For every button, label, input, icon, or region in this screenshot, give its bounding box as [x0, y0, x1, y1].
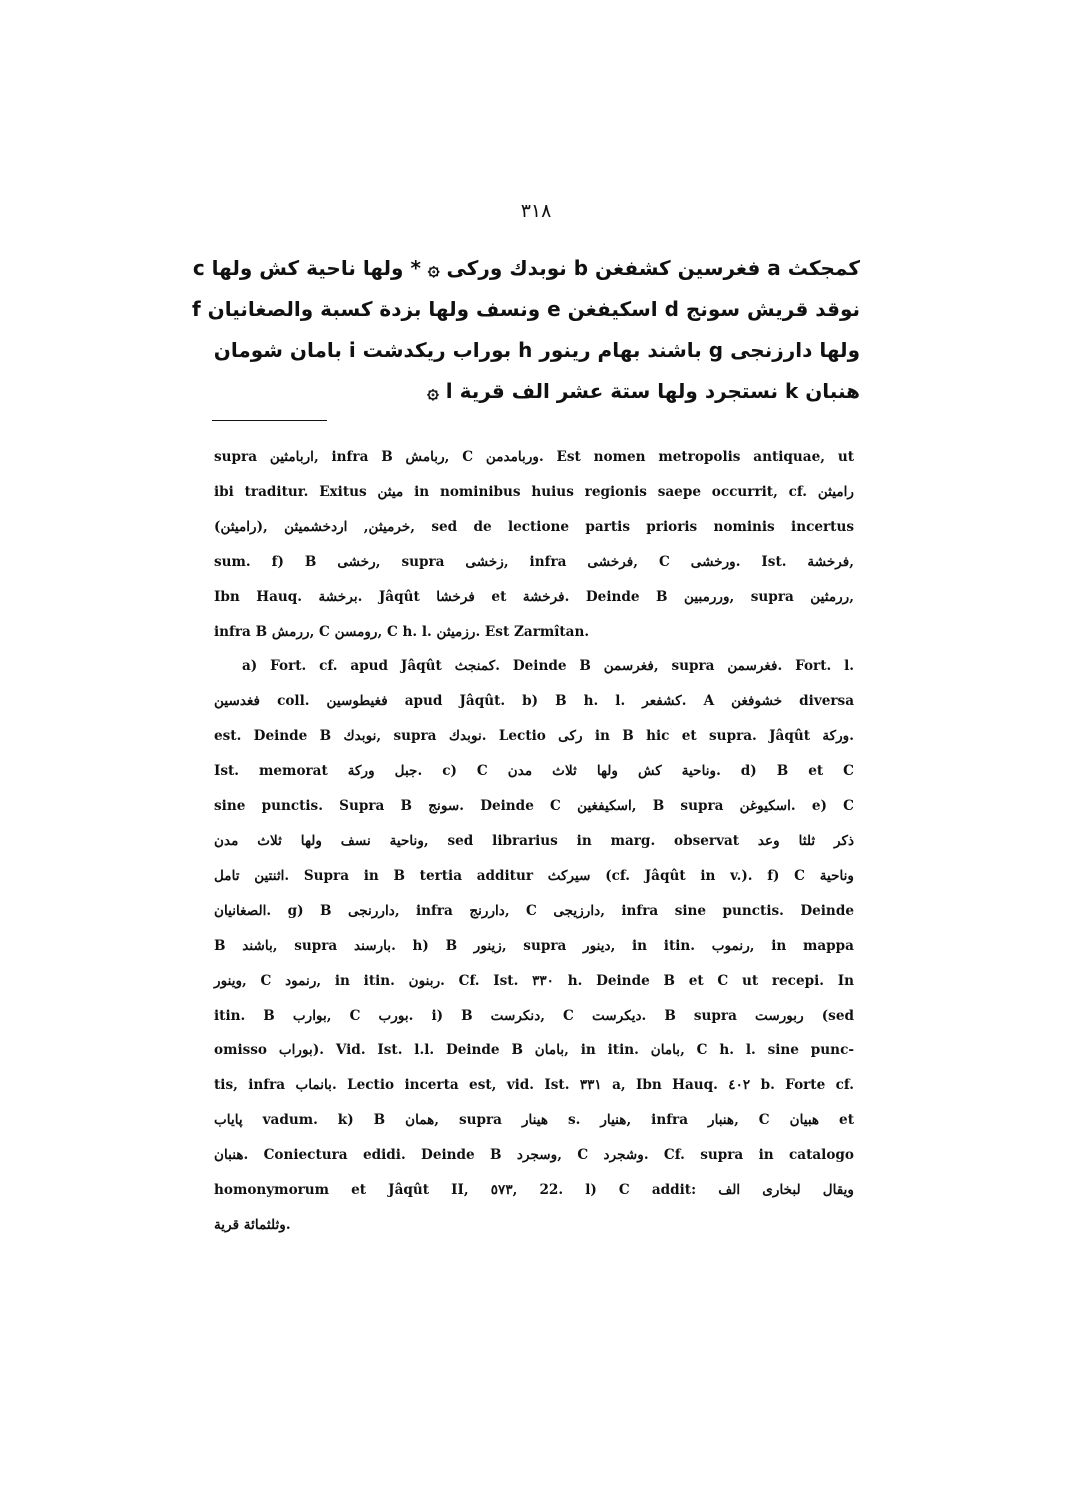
arabic-main-text [192, 248, 860, 412]
footnote-line: supra اربامثين, infra B ربامش, C وربامدمن. Est nomen metropolis antiquae, ut [214, 449, 854, 465]
footnote-line: tis, infra بانماب. Lectio incerta est, vid. Ist. ٣٣١ a, Ibn Hauq. ٤٠٢ b. Forte cf. [214, 1077, 854, 1094]
footnote-line: (راميثن), خرميثن, اردخشميثن, sed de lectione partis prioris nominis incertus [214, 518, 854, 535]
footnote-line: ibi traditur. Exitus ميثن in nominibus huius regionis saepe occurrit, cf. راميثن [214, 483, 854, 500]
footnote-line: اثنتين تامل. Supra in B tertia additur سيركث (cf. Jâqût in v.). f) C وناحية [214, 867, 854, 884]
footnote-line: الصغانيان. g) B داررنجى, infra داررنج, C دارزيجى, infra sine punctis. Deinde [214, 902, 854, 919]
footnote-line: پاياب vadum. k) B همان, supra هينار s. هنيار, infra هنبار, C هبيان et [214, 1112, 854, 1129]
footnote-line: B باشند, supra بارسند. h) B زينور, supra دينور, in itin. رنموب, in mappa [214, 937, 854, 954]
page-number: ٣١٨ [520, 200, 552, 222]
footnote-line: homonymorum et Jâqût II, ٥٧٣, 22. l) C addit: ويقال لبخارى الف [214, 1182, 854, 1199]
footnote-line: a) Fort. cf. apud Jâqût كمنجث. Deinde B فغرسمن, supra فغرسمن. Fort. l. [242, 658, 854, 675]
footnote-separator-rule [212, 420, 327, 421]
footnote-line: sum. f) B رخشى, supra زخشى, infra فرخشى, C ورخشى. Ist. فرخشة, [214, 553, 854, 570]
footnote-line: sine punctis. Supra B سونج. Deinde C اسكيفغين, B supra اسكيوغن. e) C [214, 798, 854, 815]
footnotes-apparatus [214, 440, 854, 1243]
footnote-line: فغدسين coll. فغيطوسين apud Jâqût. b) B h. l. كشفعر. A خشوفغن diversa [214, 693, 855, 710]
footnote-line: Ibn Hauq. برخشة. Jâqût فرخشا et فرخشة. Deinde B وررمبين, supra ررمثين, [214, 588, 854, 605]
arabic-line: نوقد قريش سونج d اسكيفغن e ونسف ولها بزدة كسبة والصغانيان f [192, 297, 860, 321]
footnote-line: وناحية نسف ولها ثلاث مدن, sed librarius in marg. observat ذكر ثلثا وعد [214, 832, 854, 849]
footnote-line: Ist. memorat جبل وركة. c) C وناحية كش ولها ثلاث مدن. d) B et C [214, 763, 854, 780]
arabic-line: كمجكث a فغرسين كشفغن b نوبدك وركى ۞ * ولها ناحية كش ولها c [192, 256, 860, 280]
footnote-line: omisso بوراب). Vid. Ist. l.l. Deinde B بامان, in itin. بامان, C h. l. sine punc- [214, 1042, 854, 1059]
arabic-line: ولها دارزنجى g باشند بهام رينور h بوراب ريكدشت i بامان شومان [213, 338, 860, 362]
footnote-line: est. Deinde B نوبدك, supra نوبدك. Lectio ركى in B hic et supra. Jâqût وركة. [214, 728, 854, 745]
footnote-line: itin. B بوارب, C بورب. i) B دنكرست, C ديكرست. B supra ربورست (sed [214, 1007, 854, 1024]
footnote-line: وينور, C رنمود, in itin. ربنون. Cf. Ist. ٣٣٠ h. Deinde B et C ut recepi. In [214, 972, 854, 989]
footnote-line: وثلثمائة قرية. [214, 1216, 291, 1233]
arabic-line: هنبان k نستجرد ولها ستة عشر الف قرية l ۞ [427, 379, 860, 403]
footnote-line: infra B ررمش, C رومسن, C h. l. رزميثن. Est Zarmîtan. [214, 623, 590, 640]
footnote-line: هنبان. Coniectura edidi. Deinde B وسجرد, C وشجرد. Cf. supra in catalogo [214, 1147, 854, 1164]
